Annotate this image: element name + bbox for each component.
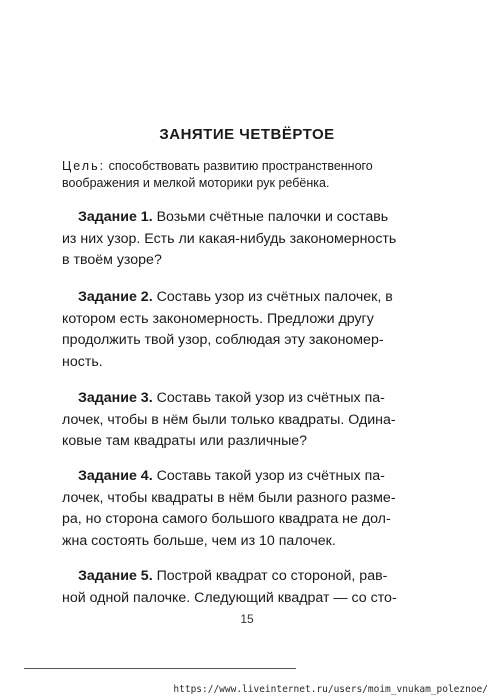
watermark-url: https://www.liveinternet.ru/users/moim_vnukam_poleznoe/ — [173, 684, 488, 695]
task-line — [62, 207, 454, 229]
task-line: ра, но сторона самого большого квадрата не дол- — [62, 511, 391, 527]
page-number: 15 — [240, 612, 254, 626]
task-text: Составь узор из счётных палочек, в — [156, 289, 393, 305]
task-line — [62, 566, 454, 588]
task-label: Задание 4. — [78, 468, 153, 484]
task-line: лочек, чтобы квадраты в нём были разного разме- — [62, 489, 396, 506]
task-5 — [62, 566, 454, 609]
goal-line-1 — [62, 159, 373, 173]
task-line: ность. — [62, 353, 103, 370]
goal-text-1: способствовать развитию пространственного — [108, 159, 373, 173]
task-3 — [62, 388, 454, 453]
task-line — [62, 287, 454, 309]
task-text: Построй квадрат со стороной, рав- — [156, 568, 388, 584]
task-label: Задание 5. — [78, 568, 153, 584]
task-line: в твоём узоре? — [62, 252, 162, 268]
task-text: Составь такой узор из счётных па- — [156, 390, 385, 406]
task-line: ной одной палочке. Следующий квадрат — со сто- — [62, 589, 397, 606]
goal-paragraph — [62, 158, 450, 192]
task-line: котором есть закономерность. Предложи другу — [62, 310, 374, 327]
task-line — [62, 466, 454, 488]
task-line: жна состоять больше, чем из 10 палочек. — [62, 532, 336, 549]
goal-line-2: воображения и мелкой моторики рук ребёнка. — [62, 176, 330, 190]
task-line: ковые там квадраты или различные? — [62, 433, 308, 449]
goal-label: Цель: — [62, 159, 106, 173]
task-label: Задание 3. — [78, 390, 153, 406]
task-2 — [62, 287, 454, 373]
task-line — [62, 388, 454, 410]
task-1 — [62, 207, 454, 272]
task-text: Составь такой узор из счётных па- — [156, 468, 385, 484]
page-title: ЗАНЯТИЕ ЧЕТВЁРТОЕ — [159, 126, 335, 143]
task-line: продолжить твой узор, соблюдая эту закономер- — [62, 332, 384, 348]
task-label: Задание 2. — [78, 289, 153, 305]
task-line: лочек, чтобы в нём были только квадраты. Одина- — [62, 411, 396, 428]
task-text: Возьми счётные палочки и составь — [156, 209, 389, 225]
task-4 — [62, 466, 454, 552]
footer-divider — [24, 668, 296, 669]
task-line: из них узор. Есть ли какая-нибудь закономерность — [62, 230, 397, 247]
task-label: Задание 1. — [78, 209, 153, 225]
